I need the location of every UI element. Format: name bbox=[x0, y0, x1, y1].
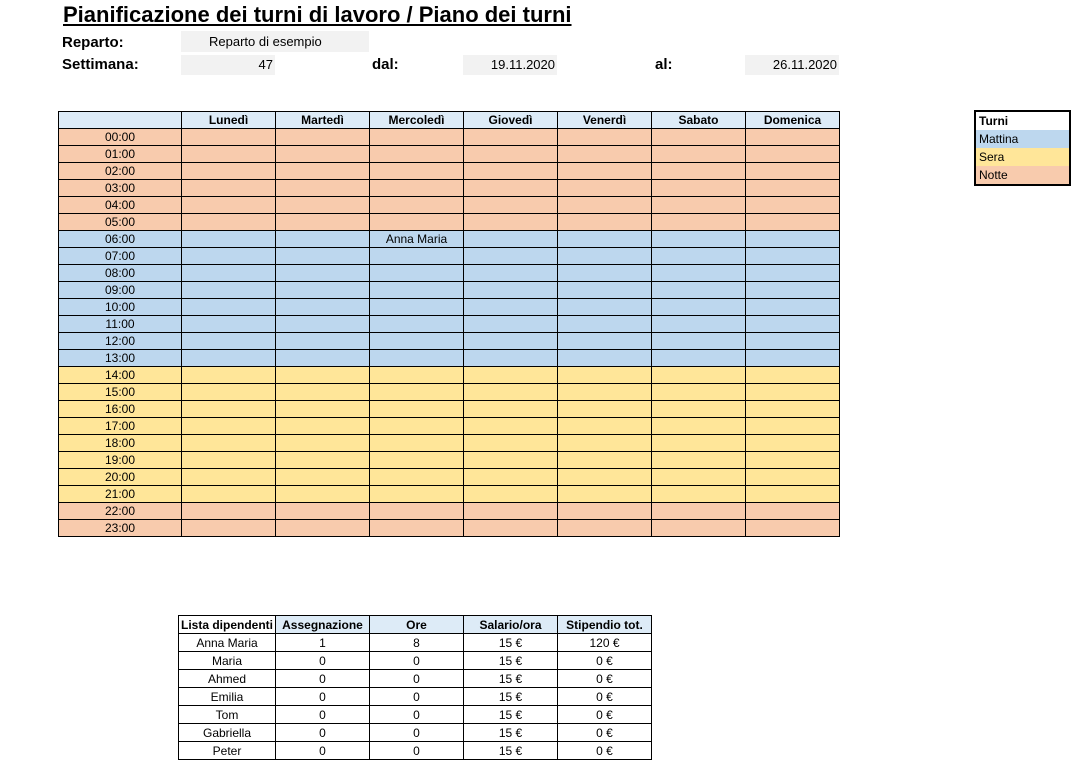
schedule-cell[interactable] bbox=[464, 469, 558, 486]
schedule-cell[interactable] bbox=[182, 384, 276, 401]
hour-cell[interactable]: 19:00 bbox=[59, 452, 182, 469]
schedule-row bbox=[59, 265, 840, 282]
schedule-cell[interactable] bbox=[652, 452, 746, 469]
schedule-cell[interactable] bbox=[370, 384, 464, 401]
schedule-cell[interactable] bbox=[746, 129, 840, 146]
employee-cell[interactable]: 15 € bbox=[464, 634, 558, 652]
schedule-cell[interactable] bbox=[464, 452, 558, 469]
schedule-cell[interactable] bbox=[182, 214, 276, 231]
schedule-cell[interactable] bbox=[370, 486, 464, 503]
schedule-cell[interactable] bbox=[464, 384, 558, 401]
employee-row bbox=[179, 706, 652, 724]
settimana-label: Settimana: bbox=[62, 56, 139, 73]
employee-table bbox=[178, 615, 652, 760]
schedule-cell[interactable] bbox=[652, 401, 746, 418]
shift-schedule-table bbox=[58, 111, 840, 537]
day-header[interactable]: Sabato bbox=[652, 112, 746, 129]
schedule-cell[interactable] bbox=[464, 333, 558, 350]
schedule-cell[interactable] bbox=[182, 163, 276, 180]
dal-date-field[interactable]: 19.11.2020 bbox=[463, 55, 557, 75]
schedule-cell[interactable] bbox=[370, 197, 464, 214]
schedule-cell[interactable] bbox=[652, 163, 746, 180]
employee-cell[interactable]: 0 bbox=[276, 670, 370, 688]
hour-cell[interactable]: 02:00 bbox=[59, 163, 182, 180]
employee-cell[interactable]: 1 bbox=[276, 634, 370, 652]
schedule-cell[interactable] bbox=[746, 248, 840, 265]
schedule-cell[interactable] bbox=[464, 197, 558, 214]
employee-col-header[interactable]: Salario/ora bbox=[464, 616, 558, 634]
schedule-cell[interactable] bbox=[652, 486, 746, 503]
schedule-cell[interactable] bbox=[746, 231, 840, 248]
schedule-cell[interactable] bbox=[558, 231, 652, 248]
schedule-cell[interactable] bbox=[464, 520, 558, 537]
schedule-cell[interactable] bbox=[464, 129, 558, 146]
schedule-cell[interactable] bbox=[370, 129, 464, 146]
schedule-row bbox=[59, 129, 840, 146]
schedule-row bbox=[59, 146, 840, 163]
schedule-cell[interactable] bbox=[558, 350, 652, 367]
settimana-field[interactable]: 47 bbox=[181, 55, 275, 75]
employee-cell[interactable]: 0 € bbox=[558, 706, 652, 724]
schedule-cell[interactable] bbox=[558, 129, 652, 146]
schedule-cell[interactable] bbox=[558, 282, 652, 299]
schedule-cell[interactable] bbox=[558, 367, 652, 384]
schedule-cell[interactable] bbox=[746, 163, 840, 180]
schedule-cell[interactable] bbox=[276, 316, 370, 333]
schedule-cell[interactable] bbox=[276, 299, 370, 316]
schedule-cell[interactable] bbox=[276, 367, 370, 384]
schedule-cell[interactable] bbox=[558, 214, 652, 231]
schedule-cell[interactable] bbox=[464, 265, 558, 282]
schedule-cell[interactable] bbox=[370, 299, 464, 316]
schedule-cell[interactable] bbox=[370, 435, 464, 452]
schedule-cell[interactable] bbox=[182, 452, 276, 469]
schedule-cell[interactable] bbox=[464, 401, 558, 418]
schedule-row bbox=[59, 248, 840, 265]
schedule-cell[interactable] bbox=[558, 197, 652, 214]
schedule-row bbox=[59, 452, 840, 469]
schedule-cell[interactable] bbox=[182, 129, 276, 146]
schedule-cell[interactable] bbox=[558, 418, 652, 435]
employee-cell[interactable]: 0 bbox=[370, 706, 464, 724]
hour-cell[interactable]: 14:00 bbox=[59, 367, 182, 384]
employee-col-header[interactable]: Assegnazione bbox=[276, 616, 370, 634]
schedule-row bbox=[59, 384, 840, 401]
employee-col-header[interactable]: Stipendio tot. bbox=[558, 616, 652, 634]
schedule-cell[interactable] bbox=[182, 197, 276, 214]
schedule-cell[interactable] bbox=[464, 146, 558, 163]
hour-cell[interactable]: 03:00 bbox=[59, 180, 182, 197]
schedule-cell[interactable] bbox=[746, 197, 840, 214]
schedule-cell[interactable] bbox=[652, 435, 746, 452]
schedule-cell[interactable] bbox=[746, 214, 840, 231]
schedule-cell[interactable] bbox=[558, 435, 652, 452]
schedule-cell[interactable] bbox=[182, 520, 276, 537]
employee-row bbox=[179, 652, 652, 670]
schedule-cell[interactable] bbox=[652, 197, 746, 214]
schedule-cell[interactable] bbox=[558, 299, 652, 316]
schedule-cell[interactable] bbox=[558, 248, 652, 265]
employee-col-header[interactable]: Lista dipendenti bbox=[179, 616, 276, 634]
schedule-cell[interactable] bbox=[276, 469, 370, 486]
schedule-cell[interactable] bbox=[746, 520, 840, 537]
schedule-cell[interactable] bbox=[464, 282, 558, 299]
schedule-cell[interactable] bbox=[370, 214, 464, 231]
schedule-row bbox=[59, 469, 840, 486]
schedule-cell[interactable] bbox=[182, 231, 276, 248]
schedule-cell[interactable] bbox=[746, 435, 840, 452]
schedule-cell[interactable] bbox=[276, 435, 370, 452]
employee-cell[interactable]: 0 € bbox=[558, 724, 652, 742]
schedule-cell[interactable] bbox=[370, 265, 464, 282]
schedule-cell[interactable] bbox=[464, 435, 558, 452]
schedule-cell[interactable] bbox=[370, 401, 464, 418]
employee-cell[interactable]: 0 bbox=[276, 688, 370, 706]
schedule-cell[interactable] bbox=[652, 231, 746, 248]
employee-row bbox=[179, 670, 652, 688]
employee-cell[interactable]: 0 bbox=[276, 706, 370, 724]
employee-cell[interactable]: 15 € bbox=[464, 706, 558, 724]
employee-cell[interactable]: 0 bbox=[276, 742, 370, 760]
schedule-cell[interactable] bbox=[652, 180, 746, 197]
schedule-cell[interactable] bbox=[558, 163, 652, 180]
schedule-cell[interactable] bbox=[182, 146, 276, 163]
schedule-cell[interactable] bbox=[558, 452, 652, 469]
schedule-cell[interactable] bbox=[276, 418, 370, 435]
employee-cell[interactable]: Gabriella bbox=[179, 724, 276, 742]
schedule-cell[interactable] bbox=[464, 503, 558, 520]
hour-cell[interactable]: 17:00 bbox=[59, 418, 182, 435]
schedule-cell[interactable] bbox=[182, 282, 276, 299]
schedule-cell[interactable] bbox=[652, 469, 746, 486]
schedule-cell[interactable] bbox=[276, 180, 370, 197]
schedule-cell[interactable]: Anna Maria bbox=[370, 231, 464, 248]
legend-item-sera[interactable]: Sera bbox=[976, 148, 1069, 166]
employee-cell[interactable]: 15 € bbox=[464, 742, 558, 760]
hour-cell[interactable]: 07:00 bbox=[59, 248, 182, 265]
employee-cell[interactable]: 0 bbox=[276, 724, 370, 742]
schedule-cell[interactable] bbox=[182, 418, 276, 435]
schedule-cell[interactable] bbox=[558, 180, 652, 197]
schedule-cell[interactable] bbox=[652, 214, 746, 231]
hour-cell[interactable]: 13:00 bbox=[59, 350, 182, 367]
schedule-cell[interactable] bbox=[370, 146, 464, 163]
hour-cell[interactable]: 08:00 bbox=[59, 265, 182, 282]
schedule-cell[interactable] bbox=[276, 214, 370, 231]
schedule-cell[interactable] bbox=[652, 367, 746, 384]
day-header[interactable]: Mercoledì bbox=[370, 112, 464, 129]
schedule-cell[interactable] bbox=[652, 129, 746, 146]
schedule-row bbox=[59, 197, 840, 214]
employee-cell[interactable]: 0 € bbox=[558, 742, 652, 760]
schedule-row bbox=[59, 231, 840, 248]
reparto-field[interactable]: Reparto di esempio bbox=[181, 31, 369, 52]
schedule-cell[interactable] bbox=[746, 486, 840, 503]
schedule-cell[interactable] bbox=[652, 248, 746, 265]
hour-cell[interactable]: 00:00 bbox=[59, 129, 182, 146]
schedule-cell[interactable] bbox=[558, 486, 652, 503]
schedule-row bbox=[59, 418, 840, 435]
schedule-row bbox=[59, 299, 840, 316]
schedule-cell[interactable] bbox=[652, 333, 746, 350]
schedule-cell[interactable] bbox=[276, 486, 370, 503]
hour-cell[interactable]: 18:00 bbox=[59, 435, 182, 452]
schedule-cell[interactable] bbox=[746, 367, 840, 384]
schedule-cell[interactable] bbox=[182, 350, 276, 367]
employee-cell[interactable]: 15 € bbox=[464, 652, 558, 670]
schedule-cell[interactable] bbox=[464, 418, 558, 435]
legend-title: Turni bbox=[976, 112, 1069, 130]
schedule-cell[interactable] bbox=[370, 282, 464, 299]
schedule-cell[interactable] bbox=[182, 299, 276, 316]
legend-item-mattina[interactable]: Mattina bbox=[976, 130, 1069, 148]
employee-cell[interactable]: 8 bbox=[370, 634, 464, 652]
hour-cell[interactable]: 05:00 bbox=[59, 214, 182, 231]
schedule-cell[interactable] bbox=[182, 469, 276, 486]
schedule-cell[interactable] bbox=[276, 452, 370, 469]
employee-cell[interactable]: Tom bbox=[179, 706, 276, 724]
schedule-cell[interactable] bbox=[464, 248, 558, 265]
schedule-cell[interactable] bbox=[652, 384, 746, 401]
reparto-label: Reparto: bbox=[62, 34, 124, 51]
schedule-cell[interactable] bbox=[746, 384, 840, 401]
schedule-row bbox=[59, 350, 840, 367]
schedule-cell[interactable] bbox=[652, 265, 746, 282]
schedule-row bbox=[59, 503, 840, 520]
schedule-cell[interactable] bbox=[652, 299, 746, 316]
schedule-corner-cell[interactable] bbox=[59, 112, 182, 129]
schedule-row bbox=[59, 520, 840, 537]
hour-cell[interactable]: 22:00 bbox=[59, 503, 182, 520]
schedule-cell[interactable] bbox=[746, 401, 840, 418]
schedule-cell[interactable] bbox=[746, 316, 840, 333]
schedule-cell[interactable] bbox=[746, 333, 840, 350]
shift-legend bbox=[974, 110, 1071, 186]
employee-cell[interactable]: 0 € bbox=[558, 688, 652, 706]
employee-row bbox=[179, 742, 652, 760]
schedule-cell[interactable] bbox=[746, 282, 840, 299]
employee-cell[interactable]: 0 € bbox=[558, 670, 652, 688]
schedule-cell[interactable] bbox=[464, 231, 558, 248]
employee-cell[interactable]: Maria bbox=[179, 652, 276, 670]
legend-item-notte[interactable]: Notte bbox=[976, 166, 1069, 184]
employee-row bbox=[179, 724, 652, 742]
schedule-cell[interactable] bbox=[652, 146, 746, 163]
schedule-cell[interactable] bbox=[370, 316, 464, 333]
schedule-row bbox=[59, 214, 840, 231]
schedule-cell[interactable] bbox=[746, 299, 840, 316]
page-title: Pianificazione dei turni di lavoro / Piano dei turni bbox=[63, 2, 572, 27]
schedule-cell[interactable] bbox=[464, 163, 558, 180]
schedule-cell[interactable] bbox=[464, 486, 558, 503]
schedule-cell[interactable] bbox=[746, 503, 840, 520]
schedule-cell[interactable] bbox=[182, 180, 276, 197]
hour-cell[interactable]: 01:00 bbox=[59, 146, 182, 163]
hour-cell[interactable]: 10:00 bbox=[59, 299, 182, 316]
hour-cell[interactable]: 20:00 bbox=[59, 469, 182, 486]
schedule-cell[interactable] bbox=[370, 163, 464, 180]
schedule-row bbox=[59, 367, 840, 384]
employee-cell[interactable]: 0 bbox=[276, 652, 370, 670]
employee-cell[interactable]: 15 € bbox=[464, 688, 558, 706]
dal-label: dal: bbox=[372, 56, 399, 73]
schedule-cell[interactable] bbox=[276, 350, 370, 367]
schedule-cell[interactable] bbox=[464, 299, 558, 316]
schedule-cell[interactable] bbox=[182, 333, 276, 350]
schedule-cell[interactable] bbox=[746, 180, 840, 197]
employee-header-row bbox=[179, 616, 652, 634]
hour-cell[interactable]: 11:00 bbox=[59, 316, 182, 333]
hour-cell[interactable]: 06:00 bbox=[59, 231, 182, 248]
schedule-cell[interactable] bbox=[558, 520, 652, 537]
schedule-cell[interactable] bbox=[746, 265, 840, 282]
schedule-cell[interactable] bbox=[276, 333, 370, 350]
schedule-cell[interactable] bbox=[182, 503, 276, 520]
day-header[interactable]: Venerdì bbox=[558, 112, 652, 129]
schedule-cell[interactable] bbox=[276, 146, 370, 163]
schedule-cell[interactable] bbox=[276, 282, 370, 299]
schedule-cell[interactable] bbox=[370, 333, 464, 350]
schedule-cell[interactable] bbox=[558, 146, 652, 163]
schedule-cell[interactable] bbox=[652, 503, 746, 520]
hour-cell[interactable]: 21:00 bbox=[59, 486, 182, 503]
schedule-cell[interactable] bbox=[652, 282, 746, 299]
al-label: al: bbox=[655, 56, 673, 73]
al-date-field[interactable]: 26.11.2020 bbox=[745, 55, 839, 75]
schedule-cell[interactable] bbox=[558, 503, 652, 520]
schedule-cell[interactable] bbox=[276, 401, 370, 418]
schedule-cell[interactable] bbox=[370, 350, 464, 367]
employee-cell[interactable]: 15 € bbox=[464, 670, 558, 688]
hour-cell[interactable]: 12:00 bbox=[59, 333, 182, 350]
schedule-cell[interactable] bbox=[276, 231, 370, 248]
schedule-cell[interactable] bbox=[558, 401, 652, 418]
schedule-cell[interactable] bbox=[370, 418, 464, 435]
employee-cell[interactable]: Ahmed bbox=[179, 670, 276, 688]
employee-cell[interactable]: 0 € bbox=[558, 652, 652, 670]
schedule-row bbox=[59, 180, 840, 197]
schedule-row bbox=[59, 163, 840, 180]
hour-cell[interactable]: 09:00 bbox=[59, 282, 182, 299]
employee-cell[interactable]: Anna Maria bbox=[179, 634, 276, 652]
schedule-cell[interactable] bbox=[464, 316, 558, 333]
schedule-cell[interactable] bbox=[370, 367, 464, 384]
day-header[interactable]: Lunedì bbox=[182, 112, 276, 129]
schedule-cell[interactable] bbox=[370, 520, 464, 537]
schedule-cell[interactable] bbox=[746, 469, 840, 486]
employee-cell[interactable]: 0 bbox=[370, 652, 464, 670]
employee-row bbox=[179, 634, 652, 652]
day-header[interactable]: Domenica bbox=[746, 112, 840, 129]
schedule-cell[interactable] bbox=[370, 469, 464, 486]
hour-cell[interactable]: 16:00 bbox=[59, 401, 182, 418]
schedule-cell[interactable] bbox=[652, 350, 746, 367]
schedule-cell[interactable] bbox=[276, 197, 370, 214]
schedule-cell[interactable] bbox=[182, 316, 276, 333]
employee-cell[interactable]: 0 bbox=[370, 688, 464, 706]
schedule-header-row bbox=[59, 112, 840, 129]
schedule-cell[interactable] bbox=[558, 469, 652, 486]
employee-cell[interactable]: 120 € bbox=[558, 634, 652, 652]
schedule-cell[interactable] bbox=[464, 367, 558, 384]
schedule-cell[interactable] bbox=[746, 452, 840, 469]
employee-cell[interactable]: 0 bbox=[370, 724, 464, 742]
employee-cell[interactable]: Emilia bbox=[179, 688, 276, 706]
schedule-cell[interactable] bbox=[652, 418, 746, 435]
schedule-cell[interactable] bbox=[370, 180, 464, 197]
day-header[interactable]: Martedì bbox=[276, 112, 370, 129]
schedule-cell[interactable] bbox=[558, 333, 652, 350]
schedule-cell[interactable] bbox=[276, 384, 370, 401]
schedule-cell[interactable] bbox=[182, 367, 276, 384]
schedule-cell[interactable] bbox=[276, 163, 370, 180]
schedule-cell[interactable] bbox=[182, 401, 276, 418]
schedule-cell[interactable] bbox=[182, 435, 276, 452]
hour-cell[interactable]: 23:00 bbox=[59, 520, 182, 537]
schedule-cell[interactable] bbox=[182, 248, 276, 265]
schedule-cell[interactable] bbox=[558, 265, 652, 282]
schedule-row bbox=[59, 316, 840, 333]
schedule-cell[interactable] bbox=[276, 248, 370, 265]
schedule-cell[interactable] bbox=[276, 129, 370, 146]
schedule-cell[interactable] bbox=[182, 265, 276, 282]
schedule-row bbox=[59, 282, 840, 299]
day-header[interactable]: Giovedì bbox=[464, 112, 558, 129]
schedule-cell[interactable] bbox=[652, 520, 746, 537]
schedule-cell[interactable] bbox=[746, 146, 840, 163]
schedule-row bbox=[59, 333, 840, 350]
schedule-cell[interactable] bbox=[370, 248, 464, 265]
schedule-cell[interactable] bbox=[182, 486, 276, 503]
schedule-cell[interactable] bbox=[746, 418, 840, 435]
employee-cell[interactable]: 15 € bbox=[464, 724, 558, 742]
schedule-row bbox=[59, 486, 840, 503]
employee-cell[interactable]: 0 bbox=[370, 670, 464, 688]
schedule-cell[interactable] bbox=[276, 520, 370, 537]
schedule-row bbox=[59, 435, 840, 452]
schedule-cell[interactable] bbox=[276, 265, 370, 282]
schedule-cell[interactable] bbox=[558, 316, 652, 333]
schedule-row bbox=[59, 401, 840, 418]
schedule-cell[interactable] bbox=[370, 452, 464, 469]
schedule-cell[interactable] bbox=[276, 503, 370, 520]
employee-cell[interactable]: Peter bbox=[179, 742, 276, 760]
schedule-cell[interactable] bbox=[652, 316, 746, 333]
hour-cell[interactable]: 04:00 bbox=[59, 197, 182, 214]
schedule-cell[interactable] bbox=[464, 180, 558, 197]
schedule-cell[interactable] bbox=[558, 384, 652, 401]
schedule-cell[interactable] bbox=[370, 503, 464, 520]
employee-row bbox=[179, 688, 652, 706]
employee-col-header[interactable]: Ore bbox=[370, 616, 464, 634]
schedule-cell[interactable] bbox=[746, 350, 840, 367]
schedule-cell[interactable] bbox=[464, 350, 558, 367]
schedule-cell[interactable] bbox=[464, 214, 558, 231]
hour-cell[interactable]: 15:00 bbox=[59, 384, 182, 401]
employee-cell[interactable]: 0 bbox=[370, 742, 464, 760]
